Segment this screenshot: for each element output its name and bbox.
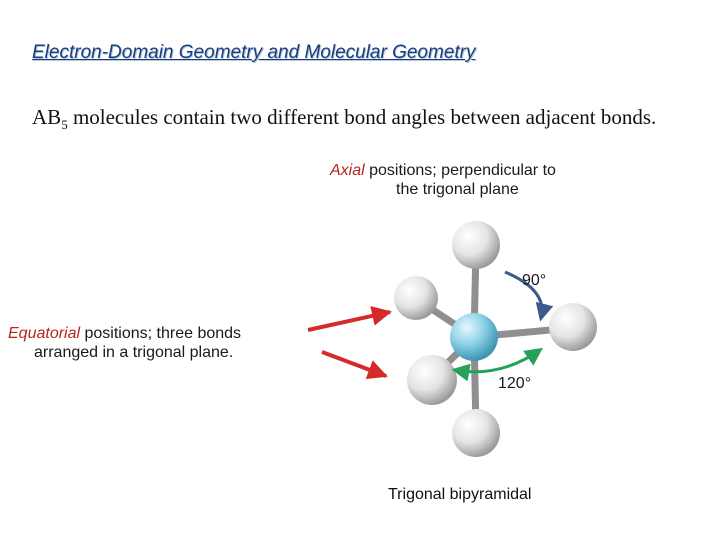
angle-label-90: 90°: [522, 272, 547, 289]
atom-equatorial-right: [549, 303, 597, 351]
atom-axial-bottom: [452, 409, 500, 457]
atom-equatorial-front: [407, 355, 457, 405]
shape-name-caption: Trigonal bipyramidal: [388, 486, 532, 503]
trigonal-bipyramid-model: [300, 215, 620, 485]
intro-formula-subscript: 5: [61, 117, 68, 133]
intro-formula-prefix: AB: [32, 105, 62, 129]
central-atom: [450, 313, 498, 361]
intro-sentence: molecules contain two different bond angles between adjacent bonds.: [67, 105, 657, 129]
equatorial-caption: [8, 324, 308, 362]
angle-label-120: 120°: [498, 375, 532, 392]
axial-keyword: Axial: [330, 162, 365, 179]
axial-caption-line2: the trigonal plane: [396, 181, 519, 198]
atom-equatorial-back: [394, 276, 438, 320]
equatorial-caption-line1: positions; three bonds: [80, 325, 242, 342]
equatorial-caption-line2: arranged in a trigonal plane.: [34, 344, 234, 361]
axial-caption: [330, 161, 630, 199]
atom-axial-top: [452, 221, 500, 269]
axial-caption-line1: positions; perpendicular to: [364, 162, 556, 179]
intro-text: [32, 104, 692, 138]
equatorial-keyword: Equatorial: [8, 325, 81, 342]
slide-title: Electron-Domain Geometry and Molecular Geometry: [32, 42, 476, 63]
